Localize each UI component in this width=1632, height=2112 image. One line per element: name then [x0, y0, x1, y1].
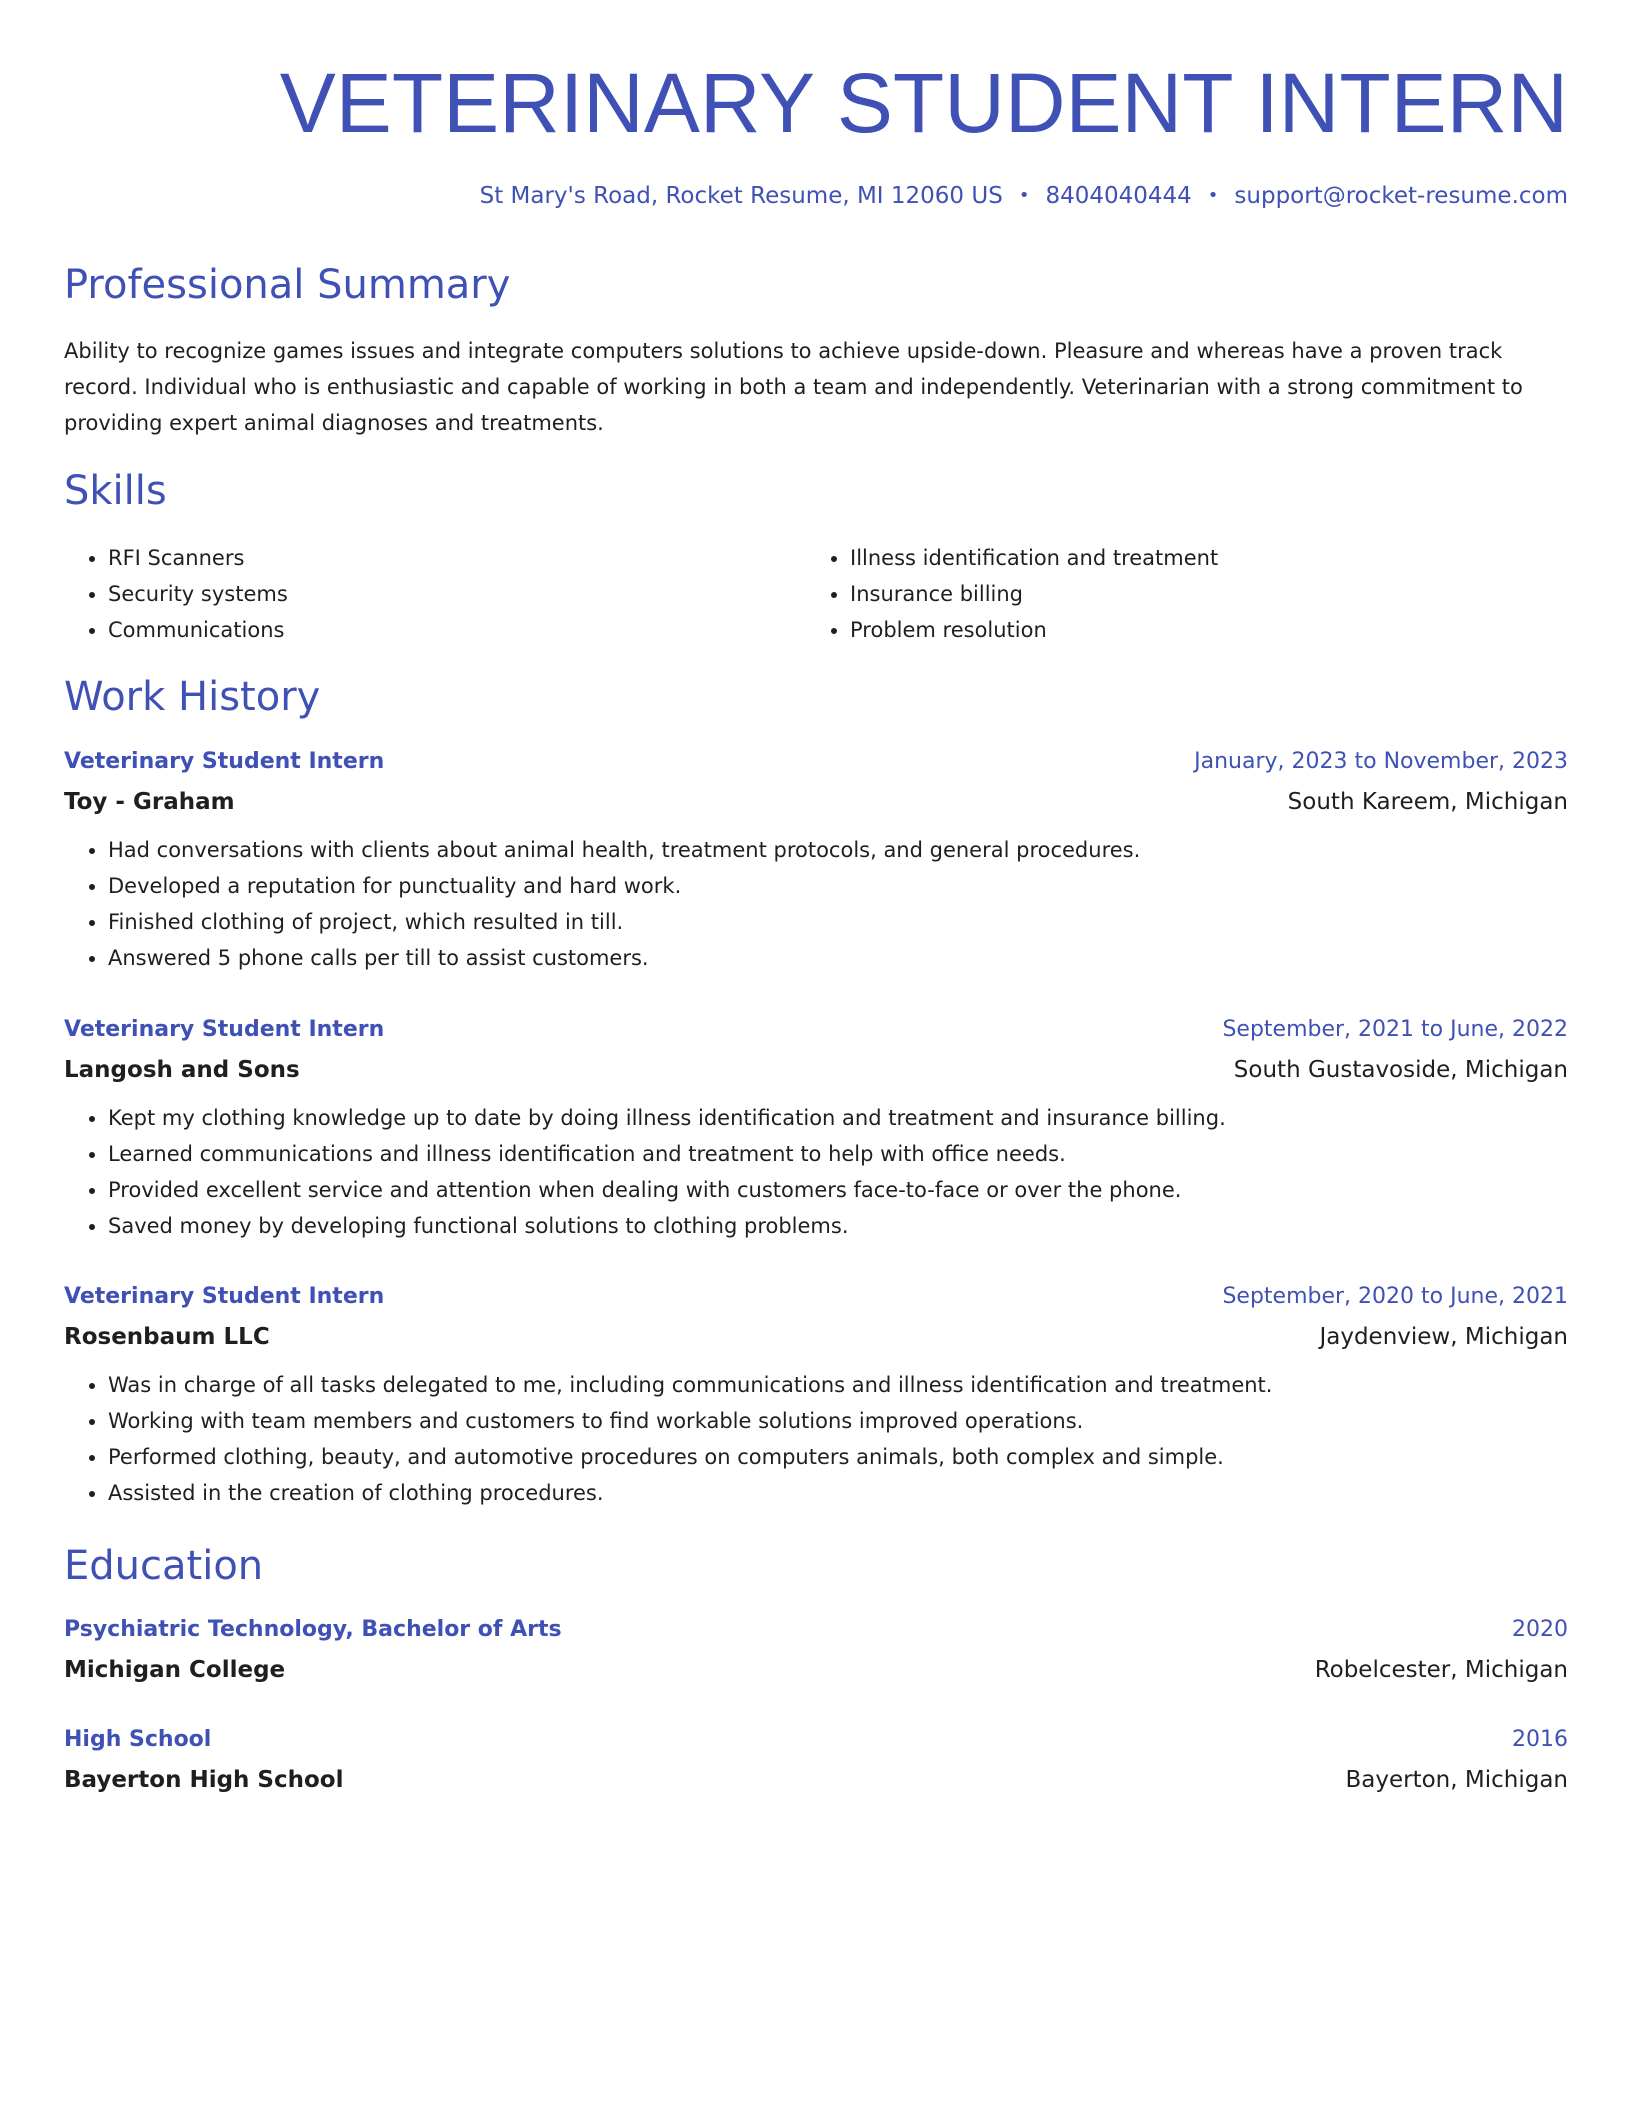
- education-location: Bayerton, Michigan: [1345, 1767, 1568, 1793]
- job-entry: [64, 1012, 1568, 1244]
- skills-list: [64, 540, 1568, 648]
- skill-item: • Communications: [108, 612, 806, 648]
- job-company: Rosenbaum LLC: [64, 1324, 270, 1350]
- job-location: Jaydenview, Michigan: [1319, 1324, 1568, 1350]
- job-bullet: • Kept my clothing knowledge up to date by doing illness identification and treatment and insurance billing.: [108, 1100, 1568, 1136]
- job-title: Veterinary Student Intern: [64, 1017, 385, 1042]
- job-bullet: • Developed a reputation for punctuality and hard work.: [108, 868, 1568, 904]
- job-bullet: • Was in charge of all tasks delegated to me, including communications and illness identification and treatment.: [108, 1367, 1568, 1403]
- job-entry: [64, 744, 1568, 976]
- summary-heading: Professional Summary: [64, 262, 511, 308]
- skills-column-left: [64, 540, 806, 648]
- job-location: South Gustavoside, Michigan: [1233, 1057, 1568, 1083]
- job-company: Toy - Graham: [64, 789, 235, 815]
- job-bullet: • Finished clothing of project, which resulted in till.: [108, 904, 1568, 940]
- contact-separator: •: [1018, 185, 1030, 206]
- job-location: South Kareem, Michigan: [1287, 789, 1568, 815]
- skill-item: • Problem resolution: [850, 612, 1548, 648]
- job-bullets: [64, 1100, 1568, 1244]
- job-dates: September, 2020 to June, 2021: [1222, 1284, 1568, 1309]
- education-location: Robelcester, Michigan: [1314, 1657, 1568, 1683]
- skill-item: • Insurance billing: [850, 576, 1548, 612]
- skills-heading: Skills: [64, 468, 167, 514]
- education-year: 2020: [1512, 1617, 1568, 1642]
- job-bullet: • Saved money by developing functional solutions to clothing problems.: [108, 1208, 1568, 1244]
- contact-line: [480, 178, 1568, 214]
- education-degree: High School: [64, 1727, 212, 1752]
- skills-column-right: [806, 540, 1548, 648]
- job-title: Veterinary Student Intern: [64, 749, 385, 774]
- resume-title: VETERINARY STUDENT INTERN: [279, 56, 1568, 150]
- education-entry: [64, 1612, 1568, 1688]
- job-company: Langosh and Sons: [64, 1057, 300, 1083]
- contact-phone: 8404040444: [1045, 183, 1192, 209]
- job-bullet: • Learned communications and illness identification and treatment to help with office needs.: [108, 1136, 1568, 1172]
- job-title: Veterinary Student Intern: [64, 1284, 385, 1309]
- job-bullet: • Assisted in the creation of clothing procedures.: [108, 1475, 1568, 1511]
- skill-item: • Illness identification and treatment: [850, 540, 1548, 576]
- job-bullet: • Working with team members and customers to find workable solutions improved operations.: [108, 1403, 1568, 1439]
- job-bullet: • Had conversations with clients about animal health, treatment protocols, and general procedures.: [108, 832, 1568, 868]
- skill-item: • RFI Scanners: [108, 540, 806, 576]
- job-bullet: • Answered 5 phone calls per till to assist customers.: [108, 940, 1568, 976]
- education-school: Bayerton High School: [64, 1767, 344, 1793]
- contact-address: St Mary's Road, Rocket Resume, MI 12060 US: [479, 183, 1003, 209]
- education-degree: Psychiatric Technology, Bachelor of Arts: [64, 1617, 562, 1642]
- job-dates: September, 2021 to June, 2022: [1222, 1017, 1568, 1042]
- contact-email: support@rocket-resume.com: [1234, 183, 1568, 209]
- job-bullets: [64, 1367, 1568, 1511]
- education-entry: [64, 1722, 1568, 1798]
- job-bullet: • Provided excellent service and attention when dealing with customers face-to-face or over the phone.: [108, 1172, 1568, 1208]
- skill-item: • Security systems: [108, 576, 806, 612]
- job-bullet: • Performed clothing, beauty, and automotive procedures on computers animals, both complex and simple.: [108, 1439, 1568, 1475]
- education-year: 2016: [1512, 1727, 1568, 1752]
- job-bullets: [64, 832, 1568, 976]
- summary-text: Ability to recognize games issues and integrate computers solutions to achieve upside-down. Pleasure and whereas have a proven track record. Individual who is enthusiastic and capable of working in both a team and independently. Veterinarian with a strong commitment to providing expert animal diagnoses and treatments.: [64, 339, 1523, 435]
- work-history-heading: Work History: [64, 674, 321, 720]
- education-school: Michigan College: [64, 1657, 286, 1683]
- job-dates: January, 2023 to November, 2023: [1194, 749, 1568, 774]
- job-entry: [64, 1279, 1568, 1511]
- education-heading: Education: [64, 1543, 264, 1589]
- contact-separator: •: [1207, 185, 1219, 206]
